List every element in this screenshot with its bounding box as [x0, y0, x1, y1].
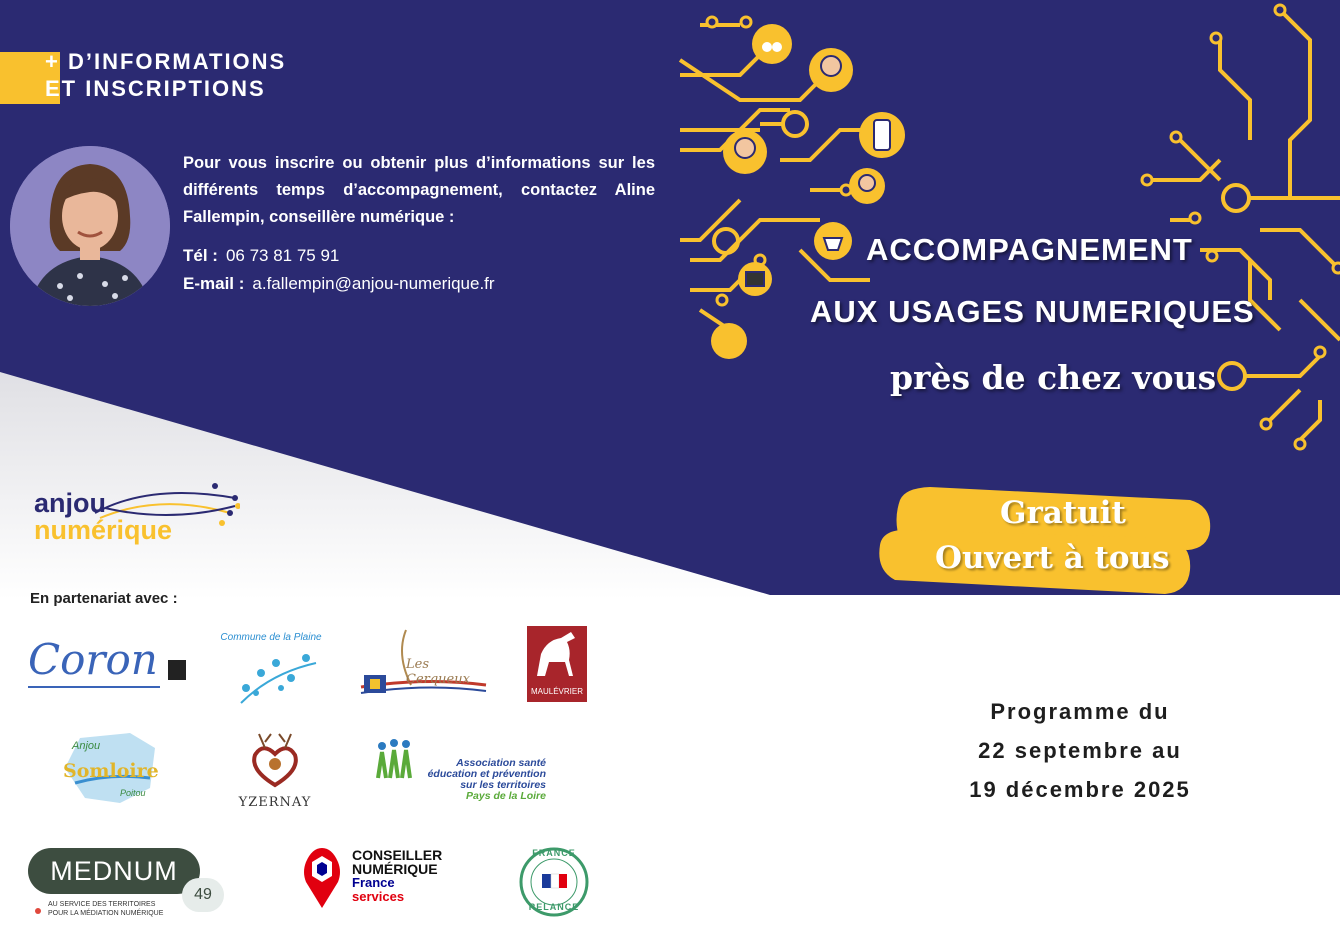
cn-line1: CONSEILLER [352, 847, 443, 863]
france-relance-logo [518, 846, 590, 918]
conseiller-numerique-logo [302, 846, 462, 910]
mednum-sub1: AU SERVICE DES TERRITOIRES [48, 901, 156, 908]
programme-line3: 19 décembre 2025 [969, 777, 1191, 802]
somloire-bottom-text: Poitou [120, 788, 146, 798]
coron-logo [28, 635, 186, 688]
asept-line2: éducation et prévention [427, 768, 546, 780]
yzernay-logo [235, 730, 315, 810]
cerqueux-text: Les Cerqueux [406, 657, 470, 687]
asept-line1: Association santé [456, 757, 546, 769]
partners-label: En partenariat avec : [30, 590, 178, 607]
contact-intro: Pour vous inscrire ou obtenir plus d’informations sur les différents temps d’accompagnement, contactez Aline Fallempin, conseillère numérique : [183, 154, 655, 226]
info-header-line2: ET INSCRIPTIONS [45, 76, 266, 101]
location-pin-icon [302, 846, 342, 910]
mednum-logo [28, 848, 228, 928]
brand-numerique: numérique [34, 515, 173, 545]
asept-text [420, 758, 546, 802]
cn-text [352, 848, 442, 904]
greyhound-icon [527, 626, 587, 682]
la-plaine-logo [216, 632, 326, 710]
mednum-number: 49 [182, 878, 224, 912]
info-header [45, 48, 286, 102]
mednum-subtitle [48, 900, 163, 918]
asept-logo [372, 738, 552, 808]
cn-line4: services [352, 889, 405, 904]
coron-text: Coron [28, 635, 158, 684]
profile-photo [10, 146, 170, 306]
deer-heart-icon [245, 730, 305, 790]
yzernay-text: YZERNAY [238, 795, 312, 810]
tel-line [183, 246, 339, 266]
relance-top-text: FRANCE [532, 848, 576, 858]
tree-icon [221, 643, 321, 705]
asept-line4: Pays de la Loire [466, 790, 546, 802]
relance-bottom-text: RELANCE [528, 902, 580, 912]
cn-line2: NUMÉRIQUE [352, 861, 438, 877]
plus-sign: + [45, 49, 60, 74]
email-value[interactable]: a.fallempin@anjou-numerique.fr [252, 274, 495, 293]
tel-label: Tél : [183, 246, 218, 265]
maulevrier-text: MAULÉVRIER [530, 687, 583, 696]
pill-open: Ouvert à tous [935, 540, 1170, 576]
programme-line1: Programme du [990, 699, 1170, 724]
coron-crest-icon [168, 660, 186, 680]
pill-free: Gratuit [1000, 495, 1126, 531]
tel-value[interactable]: 06 73 81 75 91 [225, 246, 340, 265]
info-header-line1: D’INFORMATIONS [67, 49, 287, 74]
mednum-dot-icon [35, 908, 41, 914]
asept-line3: sur les territoires [460, 779, 546, 791]
headline-line1: ACCOMPAGNEMENT [866, 232, 1193, 267]
email-line [183, 274, 495, 294]
programme-line2: 22 septembre au [978, 738, 1182, 763]
headline-line2: AUX USAGES NUMERIQUES [810, 294, 1255, 329]
brand-anjou: anjou [34, 488, 106, 518]
mouse-circle [752, 24, 792, 64]
la-plaine-text: Commune de la Plaine [220, 632, 322, 643]
people-icon [372, 738, 422, 788]
les-cerqueux-logo [356, 625, 491, 710]
cn-line3: France [352, 875, 395, 890]
somloire-logo [60, 728, 160, 806]
headline-subtitle: près de chez vous [890, 358, 1217, 397]
somloire-top-text: Anjou [72, 740, 101, 752]
mednum-text: MEDNUM [28, 848, 200, 894]
programme-dates [880, 692, 1280, 809]
satellite-circle [711, 323, 747, 359]
maulevrier-logo [527, 626, 587, 702]
brand-swoosh-icon [90, 478, 240, 538]
email-label: E-mail : [183, 274, 245, 293]
somloire-text: Somloire [63, 760, 159, 782]
mednum-sub2: POUR LA MÉDIATION NUMÉRIQUE [48, 910, 164, 917]
